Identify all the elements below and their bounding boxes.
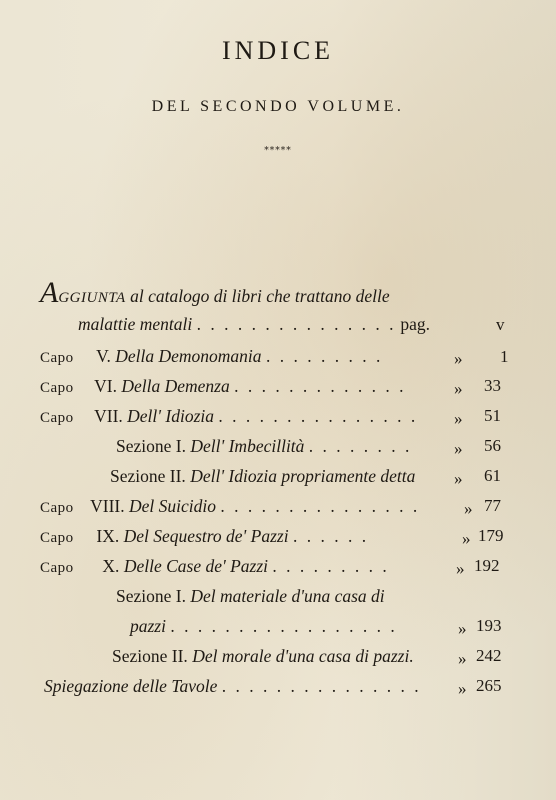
chapter-number: VIII. [90,496,125,516]
page-number: 61 [484,466,501,485]
ditto-mark: » [458,679,467,698]
page-number: v [496,315,505,334]
ditto-mark: » [464,499,473,518]
toc-entry-sezione-materiale [116,586,385,607]
capo-label: Capo [40,530,74,546]
ornament-divider: ***** [264,146,292,156]
toc-entry-sezione-morale [112,646,414,667]
toc-entry-capo-vii [40,406,418,427]
ditto-mark: » [458,619,467,638]
toc-entry-capo-ix [40,526,369,547]
entry-title: Della Demenza [121,376,230,396]
chapter-number: VI. [94,376,117,396]
ditto-mark: » [462,529,471,548]
entry-title-cont: malattie mentali [78,314,193,334]
page-number: 51 [484,406,501,425]
entry-title: al catalogo di libri che trattano delle [130,286,390,306]
leader-dots: . . . . . . . . . . . . . [234,376,406,396]
ditto-mark: » [454,409,463,428]
capo-label: Capo [40,560,74,576]
capo-label: Capo [40,500,74,516]
page-number: 56 [484,436,501,455]
ditto-mark: » [456,559,465,578]
sezione-label: Sezione I. [116,586,186,606]
sezione-label: Sezione II. [110,466,186,486]
capo-label: Capo [40,410,74,426]
entry-title: Dell' Imbecillità [190,436,305,456]
leader-dots: . . . . . . . . . [265,346,383,366]
toc-entry-capo-viii [40,496,420,517]
toc-entry-sezione-materiale-line2 [130,616,397,637]
leader-dots: . . . . . . . . . . . . . . . [196,314,396,334]
capo-label: Capo [40,350,74,366]
page-title: INDICE [221,36,335,65]
page-number: 179 [478,526,504,545]
entry-title: Del materiale d'una casa di [190,586,385,606]
sezione-label: Sezione I. [116,436,186,456]
leader-dots: . . . . . . . . . [272,556,390,576]
ditto-mark: » [454,469,463,488]
entry-title: Del morale d'una casa di pazzi. [192,646,414,666]
toc-entry-sezione-imbecillita [116,436,412,457]
entry-title: Della Demonomania [115,346,262,366]
page-number: 1 [500,347,509,366]
page-number: 242 [476,646,502,665]
entry-title: Dell' Idiozia [127,406,215,426]
entry-title: Del Suicidio [128,496,216,516]
ditto-mark: » [454,439,463,458]
leader-dots: . . . . . . . . . . . . . . . [218,406,418,426]
entry-title-cont: pazzi [130,616,166,636]
capo-label: Capo [40,380,74,396]
toc-entry-aggiunta-line2 [78,314,430,335]
sezione-label: Sezione II. [112,646,188,666]
toc-entry-sezione-idiozia [110,466,415,487]
chapter-number: V. [96,346,111,366]
ditto-mark: » [454,379,463,398]
entry-first-word: GGIUNTA [58,290,126,306]
entry-title: Dell' Idiozia propriamente detta [190,466,416,486]
entry-title: Delle Case de' Pazzi [123,556,269,576]
ditto-mark: » [454,349,463,368]
page-subtitle: DEL SECONDO VOLUME. [151,98,405,115]
page-number: 265 [476,676,502,695]
page-number: 193 [476,616,502,635]
chapter-number: X. [102,556,120,576]
toc-entry-capo-v [40,346,383,367]
leader-dots: . . . . . . . . . . . . . . . . . [170,616,398,636]
leader-dots: . . . . . . . . . . . . . . . [220,496,420,516]
toc-entry-spiegazione [44,676,421,697]
chapter-number: IX. [96,526,120,546]
toc-entry-aggiunta [40,276,390,310]
leader-dots: . . . . . . [292,526,369,546]
chapter-number: VII. [94,406,123,426]
leader-dots: . . . . . . . . [308,436,412,456]
drop-initial: A [40,276,59,309]
page-number: 33 [484,376,501,395]
page-number: 192 [474,556,500,575]
toc-entry-capo-x [40,556,389,577]
entry-title: Spiegazione delle Tavole [44,676,218,696]
ditto-mark: » [458,649,467,668]
entry-title: Del Sequestro de' Pazzi [123,526,289,546]
page-number: 77 [484,496,501,515]
pag-label: pag. [400,314,431,334]
leader-dots: . . . . . . . . . . . . . . . [221,676,422,696]
toc-entry-capo-vi [40,376,406,397]
